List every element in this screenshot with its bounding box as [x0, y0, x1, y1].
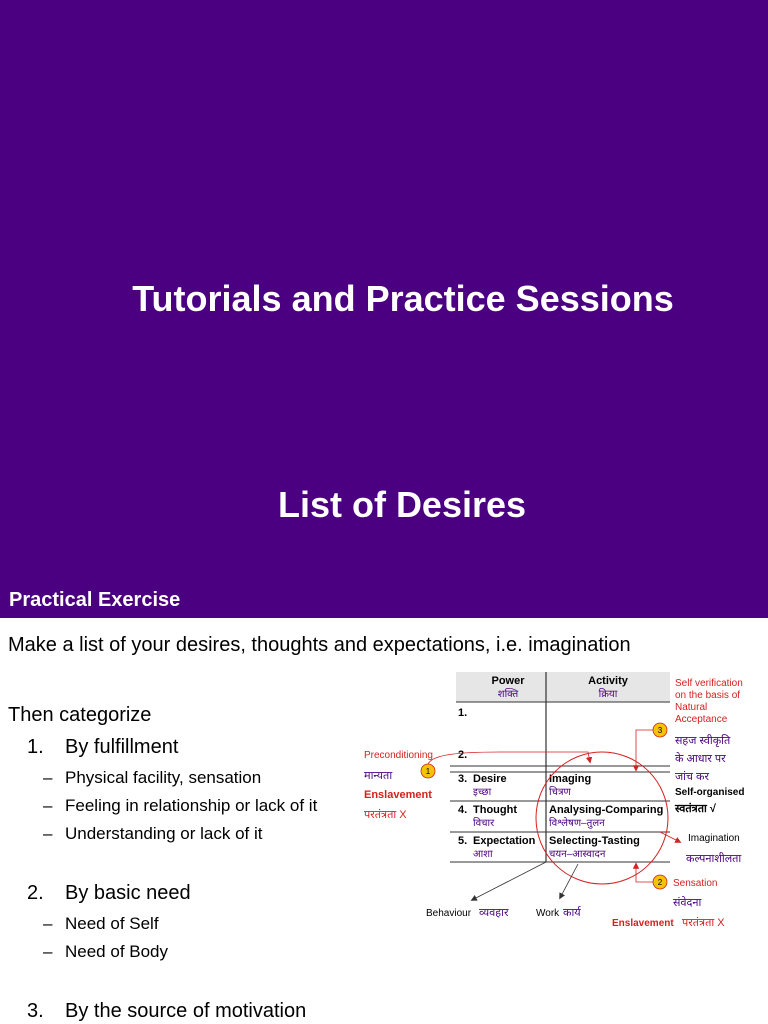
- intro-text: Make a list of your desires, thoughts and expectations, i.e. imagination: [8, 634, 631, 656]
- row-activity-hi: चित्रण: [549, 787, 571, 798]
- point-2: [27, 882, 191, 905]
- row-activity-hi: विश्लेषण–तुलन: [549, 818, 605, 829]
- row-power: Desire: [473, 773, 507, 785]
- sub-point-text: Feeling in relationship or lack of it: [65, 796, 318, 815]
- sensation-enslavement: Enslavement: [612, 918, 674, 928]
- work-hi: कार्य: [563, 907, 581, 919]
- categorize-text: Then categorize: [8, 704, 152, 726]
- preconditioning-label: Preconditioning: [364, 750, 433, 761]
- row-power: Expectation: [473, 835, 536, 847]
- point-1: [27, 736, 178, 759]
- point-text: By fulfillment: [65, 736, 179, 758]
- point-number: 3.: [27, 1000, 44, 1022]
- row-number: 5.: [458, 835, 468, 847]
- badge-1-number: 1: [425, 767, 431, 776]
- sensation-hi: संवेदना: [673, 897, 702, 909]
- imagination-label: Imagination: [688, 833, 740, 844]
- row-power-hi: विचार: [473, 818, 495, 829]
- self-organised-hi: स्वतंत्रता √: [675, 803, 716, 815]
- table-header-bg: [456, 672, 670, 702]
- row-power-hi: आशा: [473, 849, 493, 860]
- work-arrow: [560, 864, 578, 898]
- behaviour-hi: व्यवहार: [479, 907, 509, 919]
- preconditioning-arrow: [428, 752, 590, 764]
- point-text: By basic need: [65, 882, 191, 904]
- row-number: 2.: [458, 749, 468, 761]
- sub-point-text: Understanding or lack of it: [65, 824, 263, 843]
- sub-point: [43, 914, 159, 934]
- behaviour-arrow: [472, 862, 546, 900]
- point-3: [27, 1000, 306, 1023]
- col-activity-hi: क्रिया: [598, 689, 618, 700]
- row-power-hi: इच्छा: [473, 787, 492, 798]
- sub-point: [43, 768, 261, 788]
- sub-point: [43, 942, 168, 962]
- power-activity-diagram: [360, 668, 768, 928]
- verification-arrow: [636, 730, 653, 770]
- verification-hi-3: जांच कर: [675, 771, 709, 783]
- dash-bullet: –: [43, 768, 53, 787]
- verification-line-2: on the basis of: [675, 690, 741, 701]
- sub-point: [43, 796, 317, 816]
- verification-hi-2: के आधार पर: [675, 753, 726, 765]
- row-power: Thought: [473, 804, 517, 816]
- behaviour-label: Behaviour: [426, 908, 472, 919]
- verification-line-4: Acceptance: [675, 714, 728, 725]
- enslavement-hi: परतंत्रता X: [364, 809, 407, 821]
- col-power: Power: [491, 675, 525, 687]
- row-activity-hi: चयन–आस्वादन: [549, 849, 606, 860]
- row-activity: Analysing-Comparing: [549, 804, 664, 816]
- preconditioning-hi: मान्यता: [364, 770, 393, 782]
- col-activity: Activity: [588, 675, 628, 687]
- self-organised-label: Self-organised: [675, 787, 745, 798]
- dash-bullet: –: [43, 796, 53, 815]
- point-text: By the source of motivation: [65, 1000, 307, 1022]
- point-number: 2.: [27, 882, 44, 904]
- slide-subtitle: List of Desires: [277, 484, 527, 525]
- row-number: 3.: [458, 773, 468, 785]
- row-number: 1.: [458, 707, 468, 719]
- point-number: 1.: [27, 736, 44, 758]
- work-label: Work: [536, 908, 560, 919]
- sensation-enslavement-hi: परतंत्रता X: [682, 917, 725, 928]
- badge-3-number: 3: [657, 726, 663, 735]
- sensation-label: Sensation: [673, 878, 718, 889]
- row-activity: Selecting-Tasting: [549, 835, 640, 847]
- verification-line-3: Natural: [675, 702, 708, 713]
- col-power-hi: शक्ति: [497, 689, 519, 700]
- verification-hi-1: सहज स्वीकृति: [675, 735, 731, 747]
- sub-point-text: Physical facility, sensation: [65, 768, 262, 787]
- verification-line-1: Self verification: [675, 678, 743, 689]
- sub-point-text: Need of Self: [65, 914, 159, 933]
- sub-point-text: Need of Body: [65, 942, 169, 961]
- imagination-arrow: [660, 832, 680, 842]
- imagination-hi: कल्पनाशीलता: [686, 853, 742, 865]
- dash-bullet: –: [43, 824, 53, 843]
- badge-2-number: 2: [657, 878, 663, 887]
- sub-point: [43, 824, 263, 844]
- dash-bullet: –: [43, 914, 53, 933]
- row-number: 4.: [458, 804, 468, 816]
- enslavement-label: Enslavement: [364, 789, 432, 801]
- row-activity: Imaging: [549, 773, 592, 785]
- slide-title: Tutorials and Practice Sessions: [132, 278, 674, 319]
- slide-header: Practical Exercise: [9, 589, 181, 611]
- dash-bullet: –: [43, 942, 53, 961]
